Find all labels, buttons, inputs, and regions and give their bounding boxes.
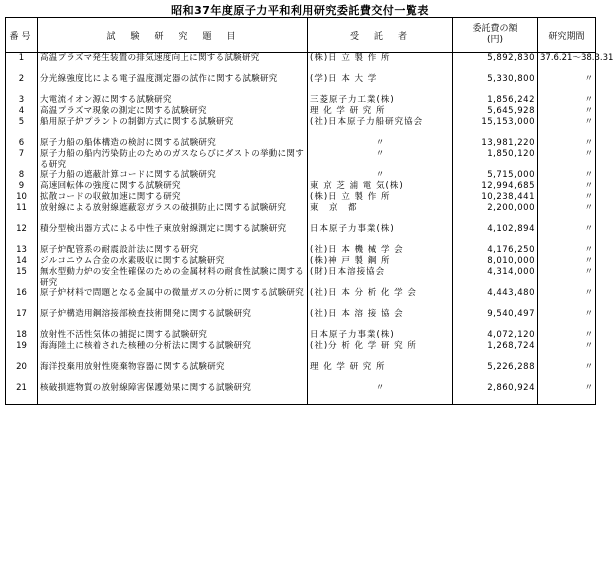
row-consignee: (株)日 立 製 作 所 xyxy=(308,192,453,203)
row-subject: 高温プラズマ発生装置の排気速度向上に関する試験研究 xyxy=(38,53,308,75)
row-amount: 1,850,120 xyxy=(453,149,538,170)
row-amount: 9,540,497 xyxy=(453,309,538,330)
row-consignee: 日本原子力事業(株) xyxy=(308,224,453,245)
row-amount: 12,994,685 xyxy=(453,181,538,192)
row-number: 20 xyxy=(6,362,38,383)
row-number: 11 xyxy=(6,203,38,224)
row-period: 37.6.21～38.3.31 xyxy=(538,53,596,75)
row-consignee: 〃 xyxy=(308,149,453,170)
row-amount: 4,314,000 xyxy=(453,267,538,288)
row-number: 5 xyxy=(6,117,38,138)
table-row xyxy=(6,192,596,203)
row-subject: 積分型検出器方式による中性子東放射線測定に関する試験研究 xyxy=(38,224,308,245)
row-number: 17 xyxy=(6,309,38,330)
row-period: 〃 xyxy=(538,203,596,224)
row-subject: 船用原子炉プラントの制御方式に関する試験研究 xyxy=(38,117,308,138)
row-period: 〃 xyxy=(538,95,596,106)
row-period: 〃 xyxy=(538,288,596,309)
row-amount: 10,238,441 xyxy=(453,192,538,203)
row-period: 〃 xyxy=(538,106,596,117)
row-consignee: (社)日 本 分 析 化 学 会 xyxy=(308,288,453,309)
row-amount: 5,715,000 xyxy=(453,170,538,181)
header-subject: 試 験 研 究 題 目 xyxy=(38,18,308,53)
row-consignee: 理 化 学 研 究 所 xyxy=(308,106,453,117)
row-number: 6 xyxy=(6,138,38,149)
row-subject: 原子力船の船体構造の検討に関する試験研究 xyxy=(38,138,308,149)
row-number: 14 xyxy=(6,256,38,267)
table-row xyxy=(6,95,596,106)
table-row xyxy=(6,256,596,267)
row-number: 4 xyxy=(6,106,38,117)
row-number: 8 xyxy=(6,170,38,181)
row-consignee: 理 化 学 研 究 所 xyxy=(308,362,453,383)
row-subject: ジルコニウム合金の水素吸収に関する試験研究 xyxy=(38,256,308,267)
row-amount: 1,856,242 xyxy=(453,95,538,106)
table-row xyxy=(6,224,596,245)
table-row xyxy=(6,149,596,170)
row-number: 21 xyxy=(6,383,38,405)
row-subject: 原子力船の船内汚染防止のためのガスならびにダストの挙動に関する研究 xyxy=(38,149,308,170)
row-subject: 海海陸土に核着された核種の分析法に関する試験研究 xyxy=(38,341,308,362)
row-period: 〃 xyxy=(538,341,596,362)
row-number: 13 xyxy=(6,245,38,256)
row-number: 1 xyxy=(6,53,38,75)
row-consignee: 日本原子力事業(株) xyxy=(308,330,453,341)
row-amount: 4,443,480 xyxy=(453,288,538,309)
row-number: 3 xyxy=(6,95,38,106)
row-subject: 分光線強度比による電子温度測定器の試作に関する試験研究 xyxy=(38,74,308,95)
row-period: 〃 xyxy=(538,383,596,405)
row-subject: 原子炉材料で問題となる金属中の微量ガスの分析に関する試験研究 xyxy=(38,288,308,309)
row-period: 〃 xyxy=(538,267,596,288)
row-consignee: (社)日 本 溶 接 協 会 xyxy=(308,309,453,330)
row-period: 〃 xyxy=(538,256,596,267)
row-amount: 15,153,000 xyxy=(453,117,538,138)
row-number: 7 xyxy=(6,149,38,170)
row-amount: 5,892,830 xyxy=(453,53,538,75)
row-period: 〃 xyxy=(538,170,596,181)
row-amount: 13,981,220 xyxy=(453,138,538,149)
row-period: 〃 xyxy=(538,224,596,245)
row-amount: 2,200,000 xyxy=(453,203,538,224)
table-row xyxy=(6,245,596,256)
row-subject: 高温プラズマ現象の測定に関する試験研究 xyxy=(38,106,308,117)
table-row xyxy=(6,170,596,181)
row-period: 〃 xyxy=(538,138,596,149)
row-number: 18 xyxy=(6,330,38,341)
table-row xyxy=(6,330,596,341)
row-amount: 4,102,894 xyxy=(453,224,538,245)
row-consignee: (株)日 立 製 作 所 xyxy=(308,53,453,75)
row-consignee: (株)神 戸 製 鋼 所 xyxy=(308,256,453,267)
row-number: 2 xyxy=(6,74,38,95)
table-row xyxy=(6,138,596,149)
row-subject: 核破損遮物質の放射線障害保護効果に関する試験研究 xyxy=(38,383,308,405)
row-consignee: (社)日本原子力船研究協会 xyxy=(308,117,453,138)
grant-table xyxy=(5,17,613,405)
row-subject: 海洋投棄用放射性廃棄物容器に関する試験研究 xyxy=(38,362,308,383)
row-subject: 原子炉構造用鋼溶接部検査技術開発に関する試験研究 xyxy=(38,309,308,330)
row-consignee: (社)分 析 化 学 研 究 所 xyxy=(308,341,453,362)
row-subject: 高速回転体の強度に関する試験研究 xyxy=(38,181,308,192)
row-amount: 4,072,120 xyxy=(453,330,538,341)
row-period: 〃 xyxy=(538,181,596,192)
row-period: 〃 xyxy=(538,362,596,383)
header-row xyxy=(6,18,596,53)
row-amount: 8,010,000 xyxy=(453,256,538,267)
row-consignee: 〃 xyxy=(308,383,453,405)
row-subject: 原子力船の遮蔽計算コードに関する試験研究 xyxy=(38,170,308,181)
row-period: 〃 xyxy=(538,117,596,138)
table-row xyxy=(6,181,596,192)
table-row xyxy=(6,383,596,405)
table-row xyxy=(6,267,596,288)
header-amount xyxy=(453,18,538,53)
table-row xyxy=(6,74,596,95)
row-subject: 拡散コードの収斂加速に関する研究 xyxy=(38,192,308,203)
table-row xyxy=(6,309,596,330)
row-subject: 放射性不活性気体の捕捉に関する試験研究 xyxy=(38,330,308,341)
row-consignee: (社)日 本 機 械 学 会 xyxy=(308,245,453,256)
row-subject: 原子炉配管系の耐震設計法に関する研究 xyxy=(38,245,308,256)
row-amount: 5,226,288 xyxy=(453,362,538,383)
row-amount: 5,645,928 xyxy=(453,106,538,117)
row-number: 19 xyxy=(6,341,38,362)
row-number: 16 xyxy=(6,288,38,309)
table-row xyxy=(6,362,596,383)
row-number: 10 xyxy=(6,192,38,203)
row-amount: 4,176,250 xyxy=(453,245,538,256)
header-consignee: 受 託 者 xyxy=(308,18,453,53)
row-consignee: 〃 xyxy=(308,138,453,149)
row-subject: 放射線による放射線遮蔽窓ガラスの破損防止に関する試験研究 xyxy=(38,203,308,224)
row-period: 〃 xyxy=(538,330,596,341)
table-row xyxy=(6,203,596,224)
row-consignee: 〃 xyxy=(308,170,453,181)
row-number: 15 xyxy=(6,267,38,288)
row-period: 〃 xyxy=(538,74,596,95)
row-amount: 1,268,724 xyxy=(453,341,538,362)
row-period: 〃 xyxy=(538,309,596,330)
row-period: 〃 xyxy=(538,149,596,170)
table-row xyxy=(6,288,596,309)
row-subject: 大電流イオン源に関する試験研究 xyxy=(38,95,308,106)
row-consignee: (財)日本溶接協会 xyxy=(308,267,453,288)
header-amount-line2: (円) xyxy=(486,35,504,45)
row-amount: 2,860,924 xyxy=(453,383,538,405)
row-period: 〃 xyxy=(538,245,596,256)
document-title: 昭和37年度原子力平和利用研究委託費交付一覧表 xyxy=(171,4,429,17)
row-number: 12 xyxy=(6,224,38,245)
row-consignee: 三菱原子力工業(株) xyxy=(308,95,453,106)
table-row xyxy=(6,106,596,117)
row-period: 〃 xyxy=(538,192,596,203)
table-row xyxy=(6,117,596,138)
row-consignee: (学)日 本 大 学 xyxy=(308,74,453,95)
table-row xyxy=(6,53,596,75)
row-subject: 無水型動力炉の安全性確保のための金属材料の耐食性試験に関する研究 xyxy=(38,267,308,288)
row-number: 9 xyxy=(6,181,38,192)
row-amount: 5,330,800 xyxy=(453,74,538,95)
table-row xyxy=(6,341,596,362)
header-no: 番号 xyxy=(6,18,38,53)
header-period: 研究期間 xyxy=(538,18,596,53)
header-amount-line1: 委託費の額 xyxy=(472,24,518,34)
row-consignee: 東 京 芝 浦 電 気(株) xyxy=(308,181,453,192)
row-consignee: 東 京 都 xyxy=(308,203,453,224)
